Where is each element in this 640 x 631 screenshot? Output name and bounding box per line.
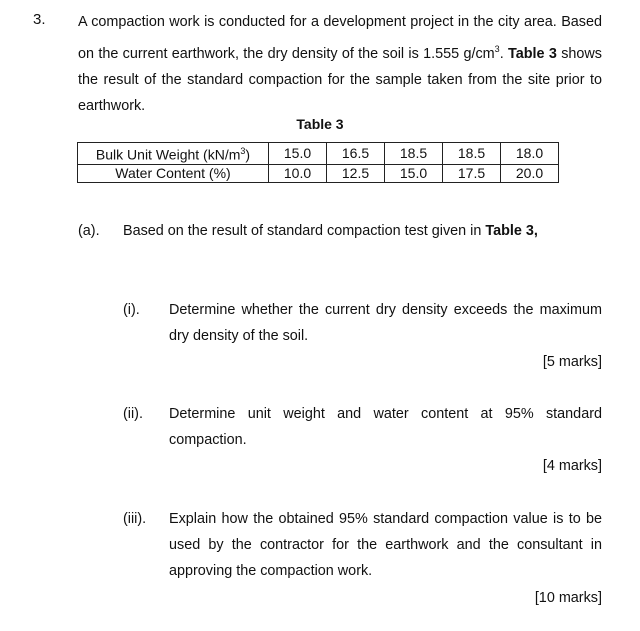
part-a-text-bold: Table 3,: [485, 223, 538, 239]
item-text: Determine whether the current dry density exceeds the maximum dry density of the soil.: [169, 302, 602, 344]
row-header-end: ): [245, 146, 251, 163]
row-header: Water Content (%): [78, 164, 269, 182]
part-a-label: (a).: [78, 223, 100, 239]
item-text: Explain how the obtained 95% standard compaction value is to be used by the contractor for the earthwork and the consultant in approving the compaction work.: [169, 511, 602, 579]
table-cell: 18.5: [385, 143, 443, 165]
part-a-text: [123, 223, 538, 239]
part-a-text-plain: Based on the result of standard compaction test given in: [123, 223, 486, 239]
row-header-text: Bulk Unit Weight (kN/m: [95, 146, 241, 163]
question-intro: [78, 9, 602, 120]
table-cell: 18.0: [501, 143, 559, 165]
table-cell: 15.0: [385, 164, 443, 182]
intro-table-ref: Table 3: [508, 45, 557, 62]
item-label: (i).: [123, 302, 140, 318]
table-cell: 15.0: [269, 143, 327, 165]
marks-label: [5 marks]: [542, 354, 602, 370]
item-label: (ii).: [123, 406, 143, 422]
question-number: 3.: [33, 11, 46, 28]
item-label: (iii).: [123, 511, 147, 527]
table-cell: 17.5: [443, 164, 501, 182]
row-header-superscript: 3: [240, 146, 246, 156]
intro-superscript: 3: [494, 43, 500, 54]
table-cell: 18.5: [443, 143, 501, 165]
table-row: [78, 164, 559, 182]
marks-label: [4 marks]: [542, 458, 602, 474]
compaction-table: [77, 142, 559, 183]
table-cell: 10.0: [269, 164, 327, 182]
row-header: [78, 143, 269, 165]
table-cell: 16.5: [327, 143, 385, 165]
item-text: Determine unit weight and water content at 95% standard compaction.: [169, 406, 602, 448]
intro-text-2: .: [499, 45, 509, 62]
table-cell: 20.0: [501, 164, 559, 182]
table-cell: 12.5: [327, 164, 385, 182]
marks-label: [10 marks]: [534, 590, 602, 606]
table-row: [78, 143, 559, 165]
intro-text-3: shows the result of the standard compaction for the sample taken from the site prior to earthwork.: [78, 45, 602, 115]
table-caption: Table 3: [296, 116, 344, 132]
intro-text-1: A compaction work is conducted for a development project in the city area. Based on the current earthwork, the dry density of the soil is 1.555 g/cm: [78, 14, 602, 62]
